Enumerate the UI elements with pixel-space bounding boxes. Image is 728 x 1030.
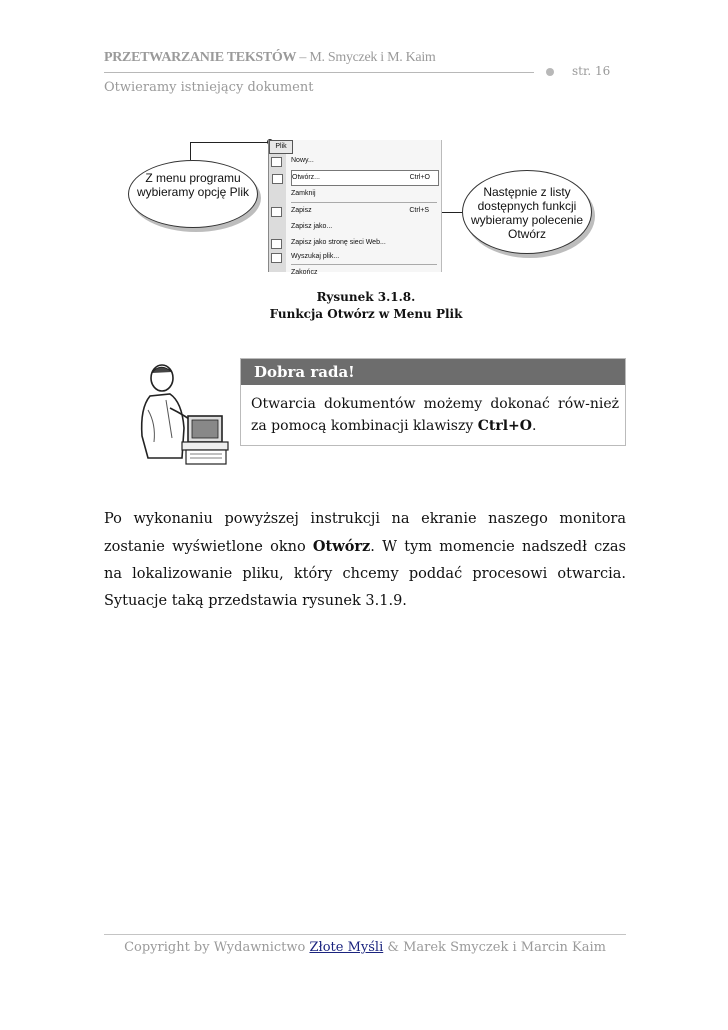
paragraph-bold: Otwórz bbox=[312, 538, 371, 555]
paragraph-part-1: Po wykonaniu powyższej instrukcji na ekranie naszego monitora zostanie wyświetlone okno bbox=[104, 511, 626, 555]
menu-item-zapisz-web[interactable] bbox=[291, 236, 437, 250]
tip-body bbox=[251, 393, 619, 437]
caption-line-1: Rysunek 3.1.8. bbox=[316, 290, 416, 304]
tip-box bbox=[240, 358, 626, 446]
menu-item-label: Zamknij bbox=[291, 190, 316, 197]
menu-item-shortcut: Ctrl+O bbox=[409, 174, 430, 181]
file-menu bbox=[268, 140, 442, 276]
menu-item-shortcut: Ctrl+S bbox=[409, 207, 429, 214]
header-title-authors: – M. Smyczek i M. Kaim bbox=[296, 50, 436, 65]
web-page-icon bbox=[271, 239, 282, 249]
callout-right-text: Następnie z listy dostępnych funkcji wybieramy polecenie Otwórz bbox=[470, 185, 584, 241]
publisher-link[interactable]: Złote Myśli bbox=[309, 940, 384, 955]
menu-item-zapisz[interactable] bbox=[291, 204, 437, 218]
paragraph-part-2: . W tym momencie nadszedł czas na lokalizowanie pliku, który chcemy poddać procesowi otwarcia. Sytuacje taką przedstawia rysunek 3.1.9. bbox=[104, 539, 626, 609]
search-file-icon bbox=[271, 253, 282, 263]
menu-title-plik[interactable]: Plik bbox=[269, 140, 293, 154]
save-disk-icon bbox=[271, 207, 282, 217]
connector-left-vertical bbox=[190, 142, 191, 160]
header-bullet-icon bbox=[546, 68, 554, 76]
callout-left bbox=[128, 160, 258, 228]
footer-copyright bbox=[104, 940, 626, 955]
menu-item-nowy[interactable] bbox=[291, 154, 437, 168]
tip-title: Dobra rada! bbox=[254, 363, 355, 381]
tip-header bbox=[241, 359, 625, 385]
menu-separator bbox=[291, 264, 437, 265]
footer-divider bbox=[104, 934, 626, 935]
menu-item-label: Wyszukaj plik... bbox=[291, 253, 340, 260]
menu-item-label: Nowy... bbox=[291, 157, 314, 164]
menu-item-zapisz-jako[interactable] bbox=[291, 220, 437, 234]
menu-item-zakoncz[interactable] bbox=[291, 266, 437, 280]
caption-line-2: Funkcja Otwórz w Menu Plik bbox=[269, 307, 463, 321]
section-subtitle: Otwieramy istniejący dokument bbox=[104, 80, 314, 95]
page-number: str. 16 bbox=[572, 64, 611, 78]
footer-prefix: Copyright by Wydawnictwo bbox=[124, 940, 310, 955]
header-divider bbox=[104, 72, 534, 73]
menu-item-label: Zapisz bbox=[291, 207, 312, 214]
open-folder-icon bbox=[272, 174, 283, 184]
menu-item-label: Zapisz jako... bbox=[291, 223, 333, 230]
menu-item-otworz[interactable] bbox=[291, 170, 439, 186]
menu-separator bbox=[291, 202, 437, 203]
menu-item-label: Zapisz jako stronę sieci Web... bbox=[291, 239, 386, 246]
menu-item-zamknij[interactable] bbox=[291, 187, 437, 201]
tip-shortcut: Ctrl+O bbox=[477, 418, 532, 434]
figure-menu-plik bbox=[110, 130, 610, 280]
menu-item-wyszukaj[interactable] bbox=[291, 250, 437, 264]
tip-text: Otwarcia dokumentów możemy dokonać rów-nież za pomocą kombinacji klawiszy bbox=[251, 396, 619, 434]
connector-left-horizontal bbox=[190, 142, 270, 143]
callout-left-text: Z menu programu wybieramy opcję Plik bbox=[136, 171, 250, 199]
person-at-computer-icon bbox=[126, 358, 234, 470]
body-paragraph bbox=[104, 506, 626, 615]
menu-item-label: Otwórz... bbox=[292, 174, 321, 181]
figure-caption-number bbox=[0, 290, 728, 304]
figure-caption-title bbox=[0, 307, 728, 321]
new-document-icon bbox=[271, 157, 282, 167]
footer-suffix: & Marek Smyczek i Marcin Kaim bbox=[383, 940, 606, 955]
header-title-bold: PRZETWARZANIE TEKSTÓW bbox=[104, 50, 297, 65]
tip-text-end: . bbox=[531, 418, 537, 434]
callout-right bbox=[462, 170, 592, 254]
menu-item-label: Zakończ bbox=[291, 269, 318, 276]
header-title bbox=[104, 50, 436, 66]
